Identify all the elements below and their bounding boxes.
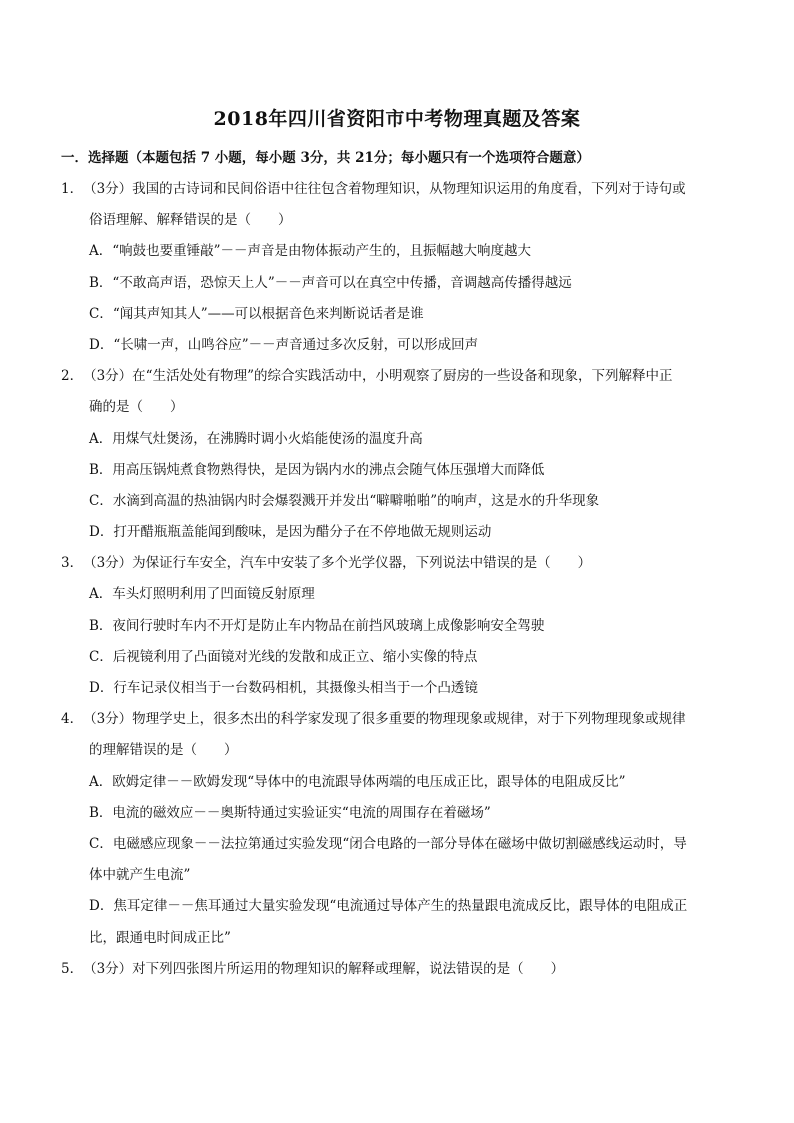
question-4-option-c: C．电磁感应现象－－法拉第通过实验发现“闭合电路的一部分导体在磁场中做切割磁感线运动时，导 <box>89 835 687 852</box>
question-2-option-d: D．打开醋瓶瓶盖能闻到酸味，是因为醋分子在不停地做无规则运动 <box>89 524 492 541</box>
question-4-option-c-cont: 体中就产生电流” <box>89 867 191 884</box>
question-number: 1． <box>61 181 84 197</box>
question-3-option-c: C．后视镜利用了凸面镜对光线的发散和成正立、缩小实像的特点 <box>89 648 478 665</box>
question-3-option-a: A．车头灯照明利用了凹面镜反射原理 <box>89 586 315 603</box>
question-1-option-a: A．“响鼓也要重锤敲”－－声音是由物体振动产生的，且振幅越大响度越大 <box>89 243 532 260</box>
document-title: 2018年四川省资阳市中考物理真题及答案 <box>213 108 581 130</box>
question-2-option-a: A．用煤气灶煲汤，在沸腾时调小火焰能使汤的温度升高 <box>89 430 423 447</box>
question-4-option-d-cont: 比，跟通电时间成正比” <box>89 929 231 946</box>
question-4-option-d: D．焦耳定律－－焦耳通过大量实验发现“电流通过导体产生的热量跟电流成反比，跟导体的电阻成正 <box>89 898 688 915</box>
question-number: 3． <box>61 555 84 572</box>
question-1-option-c: C．“闻其声知其人”——可以根据音色来判断说话者是谁 <box>89 305 424 322</box>
question-3-text: （3分）为保证行车安全，汽车中安装了多个光学仪器，下列说法中错误的是（ ） <box>83 555 592 572</box>
question-number: 2． <box>61 368 84 385</box>
question-1-line-1 <box>61 174 741 205</box>
question-1-text: （3分）我国的古诗词和民间俗语中往往包含着物理知识，从物理知识运用的角度看，下列对于诗句或 <box>83 181 686 197</box>
question-5-line-1 <box>61 954 741 985</box>
section-heading: 一．选择题（本题包括 7 小题，每小题 3分，共 21分；每小题只有一个选项符合题意） <box>61 150 590 166</box>
question-3-option-b: B．夜间行驶时车内不开灯是防止车内物品在前挡风玻璃上成像影响安全驾驶 <box>89 617 545 634</box>
question-4-text: （3分）物理学史上，很多杰出的科学家发现了很多重要的物理现象或规律，对于下列物理现象或规律 <box>83 711 686 728</box>
question-2-text: （3分）在“生活处处有物理”的综合实践活动中，小明观察了厨房的一些设备和现象，下列解释中正 <box>83 368 673 385</box>
question-1-option-b: B．“不敢高声语，恐惊天上人”－－声音可以在真空中传播，音调越高传播得越远 <box>89 274 572 291</box>
question-2-line-1 <box>61 361 741 392</box>
question-2-option-c: C．水滴到高温的热油锅内时会爆裂溅开并发出“噼噼啪啪”的响声，这是水的升华现象 <box>89 492 600 509</box>
question-1-option-d: D．“长啸一声，山鸣谷应”－－声音通过多次反射，可以形成回声 <box>89 336 479 353</box>
question-number: 5． <box>61 960 84 977</box>
question-list <box>61 174 741 985</box>
question-4-line-2: 的理解错误的是（ ） <box>89 742 238 759</box>
question-3-line-1 <box>61 548 741 579</box>
question-5-text: （3分）对下列四张图片所运用的物理知识的解释或理解，说法错误的是（ ） <box>83 960 565 977</box>
question-3-option-d: D．行车记录仪相当于一台数码相机，其摄像头相当于一个凸透镜 <box>89 680 478 696</box>
question-2-option-b: B．用高压锅炖煮食物熟得快，是因为锅内水的沸点会随气体压强增大而降低 <box>89 461 545 478</box>
question-4-option-a: A．欧姆定律－－欧姆发现“导体中的电流跟导体两端的电压成正比，跟导体的电阻成反比” <box>89 773 626 790</box>
question-number: 4． <box>61 711 84 728</box>
question-2-line-2: 确的是（ ） <box>89 399 184 416</box>
question-4-line-1 <box>61 704 741 735</box>
question-4-option-b: B．电流的磁效应－－奥斯特通过实验证实“电流的周围存在着磁场” <box>89 804 491 821</box>
question-1-line-2: 俗语理解、解释错误的是（ ） <box>89 212 292 229</box>
